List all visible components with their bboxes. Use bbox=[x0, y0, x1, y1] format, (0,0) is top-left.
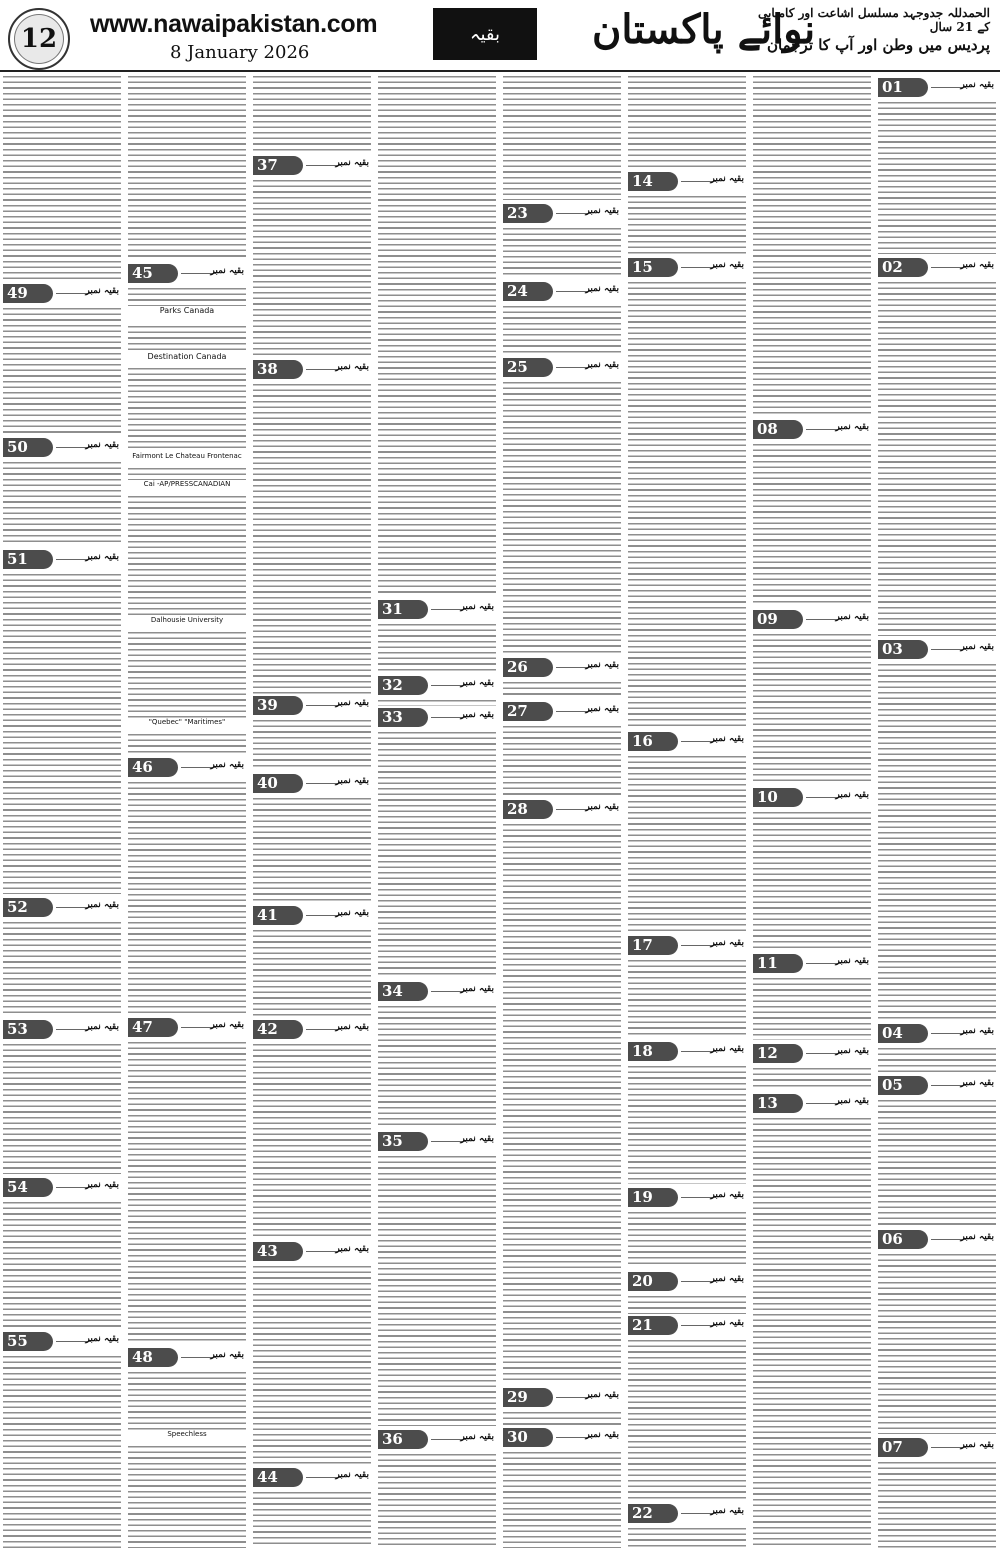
continuation-header bbox=[628, 936, 746, 955]
continuation-header bbox=[628, 258, 746, 277]
continuation-label: بقیہ نمبر bbox=[960, 260, 994, 270]
continuation-number: 06 bbox=[878, 1230, 928, 1249]
continuation-header bbox=[503, 358, 621, 377]
article-snippet: "Quebec" "Maritimes" bbox=[148, 718, 226, 726]
continuation-number: 10 bbox=[753, 788, 803, 807]
continuation-header bbox=[753, 954, 871, 973]
continuation-label: بقیہ نمبر bbox=[710, 1506, 744, 1516]
continuation-header bbox=[753, 1044, 871, 1063]
continuation-label: بقیہ نمبر bbox=[85, 440, 119, 450]
continuation-label: بقیہ نمبر bbox=[710, 174, 744, 184]
continuation-header bbox=[253, 696, 371, 715]
continuation-header bbox=[503, 282, 621, 301]
issue-date: 8 January 2026 bbox=[170, 42, 310, 63]
continuation-header bbox=[378, 1430, 496, 1449]
continuation-label: بقیہ نمبر bbox=[960, 80, 994, 90]
continuation-number: 30 bbox=[503, 1428, 553, 1447]
continuation-number: 13 bbox=[753, 1094, 803, 1113]
continuation-header bbox=[503, 204, 621, 223]
column-6 bbox=[253, 74, 371, 1548]
continuation-header bbox=[378, 982, 496, 1001]
newspaper-logo: نوائے پاکستان bbox=[592, 6, 816, 53]
continuation-header bbox=[378, 1132, 496, 1151]
continuation-label: بقیہ نمبر bbox=[585, 802, 619, 812]
column-8 bbox=[3, 74, 121, 1548]
continuation-label: بقیہ نمبر bbox=[210, 266, 244, 276]
continuation-header bbox=[378, 708, 496, 727]
continuation-number: 43 bbox=[253, 1242, 303, 1261]
continuation-label: بقیہ نمبر bbox=[210, 1350, 244, 1360]
continuation-label: بقیہ نمبر bbox=[585, 284, 619, 294]
column-4 bbox=[503, 74, 621, 1548]
continuation-header bbox=[753, 788, 871, 807]
continuation-label: بقیہ نمبر bbox=[960, 1026, 994, 1036]
continuation-label: بقیہ نمبر bbox=[585, 704, 619, 714]
continuation-number: 14 bbox=[628, 172, 678, 191]
continuation-label: بقیہ نمبر bbox=[710, 1044, 744, 1054]
continuation-header bbox=[503, 800, 621, 819]
continuation-label: بقیہ نمبر bbox=[85, 1022, 119, 1032]
continuation-number: 47 bbox=[128, 1018, 178, 1037]
continuation-label: بقیہ نمبر bbox=[835, 422, 869, 432]
continuation-label: بقیہ نمبر bbox=[335, 776, 369, 786]
continuation-number: 37 bbox=[253, 156, 303, 175]
continuation-label: بقیہ نمبر bbox=[460, 1134, 494, 1144]
continuation-header bbox=[878, 640, 996, 659]
continuation-header bbox=[753, 420, 871, 439]
continuation-label: بقیہ نمبر bbox=[85, 900, 119, 910]
continuation-number: 55 bbox=[3, 1332, 53, 1351]
continuation-header bbox=[878, 78, 996, 97]
continuation-header bbox=[628, 1272, 746, 1291]
article-snippet: Fairmont Le Chateau Frontenac bbox=[132, 452, 242, 460]
continuation-header bbox=[753, 1094, 871, 1113]
continuation-label: بقیہ نمبر bbox=[335, 1470, 369, 1480]
continuation-number: 53 bbox=[3, 1020, 53, 1039]
continuation-header bbox=[503, 1428, 621, 1447]
continuation-number: 45 bbox=[128, 264, 178, 283]
continuation-header bbox=[3, 550, 121, 569]
continuation-header bbox=[628, 172, 746, 191]
article-snippet: Parks Canada bbox=[159, 306, 215, 315]
continuation-label: بقیہ نمبر bbox=[335, 1022, 369, 1032]
continuation-label: بقیہ نمبر bbox=[460, 710, 494, 720]
continuation-label: بقیہ نمبر bbox=[835, 790, 869, 800]
continuation-number: 07 bbox=[878, 1438, 928, 1457]
continuation-number: 23 bbox=[503, 204, 553, 223]
continuation-header bbox=[878, 1024, 996, 1043]
column-3 bbox=[628, 74, 746, 1548]
continuation-number: 33 bbox=[378, 708, 428, 727]
continuation-number: 44 bbox=[253, 1468, 303, 1487]
continuation-label: بقیہ نمبر bbox=[85, 286, 119, 296]
continuation-number: 54 bbox=[3, 1178, 53, 1197]
continuation-number: 09 bbox=[753, 610, 803, 629]
continuation-label: بقیہ نمبر bbox=[960, 1078, 994, 1088]
continuation-number: 11 bbox=[753, 954, 803, 973]
continuation-label: بقیہ نمبر bbox=[585, 660, 619, 670]
continuation-label: بقیہ نمبر bbox=[960, 642, 994, 652]
tagline-bottom: پردیس میں وطن اور آپ کا ترجمان bbox=[767, 36, 990, 54]
continuation-label: بقیہ نمبر bbox=[835, 612, 869, 622]
continuation-label: بقیہ نمبر bbox=[710, 260, 744, 270]
continuation-number: 52 bbox=[3, 898, 53, 917]
continuation-header bbox=[878, 1438, 996, 1457]
continuation-header bbox=[253, 1468, 371, 1487]
continuation-label: بقیہ نمبر bbox=[710, 1274, 744, 1284]
continuation-number: 42 bbox=[253, 1020, 303, 1039]
continuation-number: 32 bbox=[378, 676, 428, 695]
continuation-label: بقیہ نمبر bbox=[585, 206, 619, 216]
continuation-number: 05 bbox=[878, 1076, 928, 1095]
continuation-label: بقیہ نمبر bbox=[710, 1190, 744, 1200]
continuation-header bbox=[3, 438, 121, 457]
column-2 bbox=[753, 74, 871, 1548]
continuation-label: بقیہ نمبر bbox=[835, 956, 869, 966]
continuation-header bbox=[628, 1042, 746, 1061]
article-snippet: Destination Canada bbox=[147, 352, 227, 361]
continuation-label: بقیہ نمبر bbox=[210, 1020, 244, 1030]
column-7 bbox=[128, 74, 246, 1548]
continuation-header bbox=[3, 898, 121, 917]
article-snippet: Dalhousie University bbox=[150, 616, 224, 624]
continuation-label: بقیہ نمبر bbox=[460, 984, 494, 994]
continuation-number: 24 bbox=[503, 282, 553, 301]
continuation-number: 17 bbox=[628, 936, 678, 955]
column-5 bbox=[378, 74, 496, 1548]
continuation-number: 03 bbox=[878, 640, 928, 659]
continuation-number: 19 bbox=[628, 1188, 678, 1207]
continuation-header bbox=[128, 1348, 246, 1367]
continuation-number: 39 bbox=[253, 696, 303, 715]
continuation-header bbox=[503, 1388, 621, 1407]
article-snippet: Cai -AP/PRESSCANADIAN bbox=[143, 480, 231, 488]
continuation-number: 18 bbox=[628, 1042, 678, 1061]
continuation-number: 08 bbox=[753, 420, 803, 439]
continuation-header bbox=[253, 1242, 371, 1261]
continuation-label: بقیہ نمبر bbox=[85, 1334, 119, 1344]
continuation-header bbox=[378, 600, 496, 619]
continuation-number: 28 bbox=[503, 800, 553, 819]
continuation-header bbox=[628, 1504, 746, 1523]
continuation-header bbox=[253, 156, 371, 175]
continuation-label: بقیہ نمبر bbox=[835, 1046, 869, 1056]
continuation-label: بقیہ نمبر bbox=[335, 158, 369, 168]
continuation-header bbox=[628, 1188, 746, 1207]
continuation-header bbox=[253, 1020, 371, 1039]
continuation-header bbox=[128, 264, 246, 283]
continuation-label: بقیہ نمبر bbox=[460, 678, 494, 688]
continuation-header bbox=[878, 258, 996, 277]
continuation-header bbox=[628, 732, 746, 751]
continuation-header bbox=[378, 676, 496, 695]
continuation-label: بقیہ نمبر bbox=[460, 1432, 494, 1442]
continuation-number: 21 bbox=[628, 1316, 678, 1335]
continuation-number: 41 bbox=[253, 906, 303, 925]
continuation-number: 01 bbox=[878, 78, 928, 97]
tagline-top: الحمدللہ جدوجہد مسلسل اشاعت اور کامیابی کے 21 سال bbox=[757, 6, 990, 34]
article-snippet: Speechless bbox=[167, 1430, 207, 1438]
continuation-header bbox=[3, 1178, 121, 1197]
continuation-label: بقیہ نمبر bbox=[85, 552, 119, 562]
continuation-number: 46 bbox=[128, 758, 178, 777]
continuation-label: بقیہ نمبر bbox=[710, 1318, 744, 1328]
continuation-number: 04 bbox=[878, 1024, 928, 1043]
continuation-number: 36 bbox=[378, 1430, 428, 1449]
continuation-number: 22 bbox=[628, 1504, 678, 1523]
continuation-number: 29 bbox=[503, 1388, 553, 1407]
masthead bbox=[0, 0, 1000, 72]
continuation-number: 26 bbox=[503, 658, 553, 677]
continuation-label: بقیہ نمبر bbox=[710, 734, 744, 744]
continuation-header bbox=[253, 360, 371, 379]
continuation-header bbox=[628, 1316, 746, 1335]
continuation-label: بقیہ نمبر bbox=[460, 602, 494, 612]
continuation-header bbox=[128, 758, 246, 777]
continuation-number: 25 bbox=[503, 358, 553, 377]
continuation-header bbox=[878, 1076, 996, 1095]
continuation-number: 02 bbox=[878, 258, 928, 277]
continuation-header bbox=[878, 1230, 996, 1249]
continuation-label: بقیہ نمبر bbox=[85, 1180, 119, 1190]
continuation-number: 31 bbox=[378, 600, 428, 619]
continuation-label: بقیہ نمبر bbox=[960, 1440, 994, 1450]
continuation-label: بقیہ نمبر bbox=[960, 1232, 994, 1242]
continuation-label: بقیہ نمبر bbox=[710, 938, 744, 948]
continuation-header bbox=[253, 774, 371, 793]
continuation-header bbox=[3, 284, 121, 303]
continuation-header bbox=[128, 1018, 246, 1037]
continuation-number: 20 bbox=[628, 1272, 678, 1291]
continuation-header bbox=[503, 702, 621, 721]
column-1 bbox=[878, 74, 996, 1548]
continuation-header bbox=[253, 906, 371, 925]
continuation-header bbox=[753, 610, 871, 629]
continuation-number: 48 bbox=[128, 1348, 178, 1367]
continuation-header bbox=[3, 1020, 121, 1039]
continuation-label: بقیہ نمبر bbox=[210, 760, 244, 770]
continuation-number: 35 bbox=[378, 1132, 428, 1151]
continuation-label: بقیہ نمبر bbox=[585, 1430, 619, 1440]
continuation-number: 16 bbox=[628, 732, 678, 751]
continuation-number: 34 bbox=[378, 982, 428, 1001]
continuation-number: 50 bbox=[3, 438, 53, 457]
continuation-header bbox=[3, 1332, 121, 1351]
continuation-label: بقیہ نمبر bbox=[585, 1390, 619, 1400]
page-number-badge: 12 bbox=[8, 8, 70, 70]
continuation-header bbox=[503, 658, 621, 677]
continuation-number: 49 bbox=[3, 284, 53, 303]
continuation-number: 15 bbox=[628, 258, 678, 277]
continuation-number: 38 bbox=[253, 360, 303, 379]
section-label: بقیہ bbox=[433, 8, 537, 60]
website-url[interactable]: www.nawaipakistan.com bbox=[90, 10, 378, 38]
continuation-number: 27 bbox=[503, 702, 553, 721]
continuation-label: بقیہ نمبر bbox=[585, 360, 619, 370]
continuation-label: بقیہ نمبر bbox=[335, 362, 369, 372]
continuation-number: 40 bbox=[253, 774, 303, 793]
continuation-number: 51 bbox=[3, 550, 53, 569]
continuation-label: بقیہ نمبر bbox=[335, 908, 369, 918]
continuation-label: بقیہ نمبر bbox=[835, 1096, 869, 1106]
continuation-label: بقیہ نمبر bbox=[335, 698, 369, 708]
continuation-number: 12 bbox=[753, 1044, 803, 1063]
continuation-label: بقیہ نمبر bbox=[335, 1244, 369, 1254]
